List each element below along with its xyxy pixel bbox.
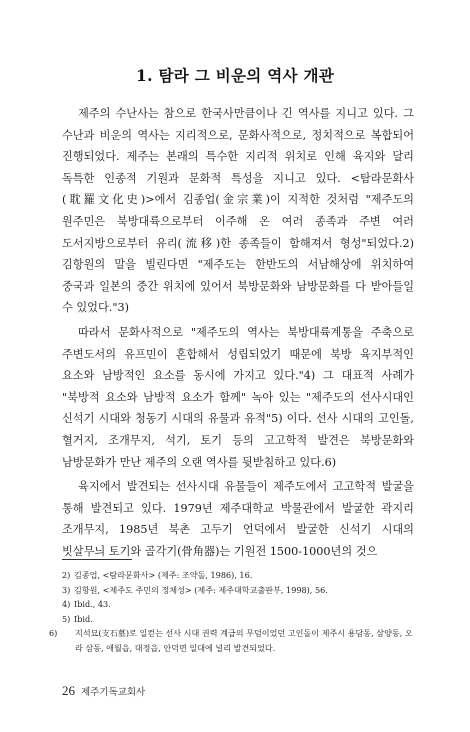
footnote [62, 612, 418, 627]
footnote [62, 583, 418, 598]
footnote-text: 김종업, <탐라문화사> (제주: 조약돌, 1986), 16. [74, 570, 253, 580]
paragraph: 따라서 문화사적으로 "제주도의 역사는 북방대륙계통을 주축으로 주변도서의 유프민이 혼합해서 성립되었기 때문에 북방 육지부적인 요소와 남방적인 요소를 동시에 가지고 있다."4) 그 대표적 사례가 "북방적 요소와 남방적 요소가 함께" 녹아 있는 "제주도의 선사시대인 신석기 시대와 청동기 시대의 유물과 유적"5) 이다. 선사 시대의 고인돌, 혈거지, 조개무지, 석기, 토기 등의 고고학적 발견은 북방문화와 남방문화가 만난 제주의 오랜 역사를 뒷받침하고 있다.6) [62, 325, 414, 469]
page-title: 1. 탐라 그 비운의 역사 개관 [136, 66, 334, 85]
footnote-text: Ibid., 43. [74, 599, 111, 610]
footnote-number: 5) [62, 613, 71, 624]
page-number: 26 [62, 683, 75, 698]
page-footer [62, 683, 145, 699]
footnote [49, 626, 418, 655]
footnote-text: 지석묘(支石墓)로 일컫는 선사 시대 권력 계급의 무덤이었던 고인돌이 제주시 용담동, 삼양동, 오라 삼동, 애월읍, 대정읍, 안덕면 일대에 널리 발견되었다. [75, 628, 413, 653]
footnote-divider [62, 559, 132, 560]
footnote-number: 6) [49, 628, 58, 639]
running-footer-title: 제주기독교회사 [81, 687, 146, 698]
footnote-text: 김항원, <제주도 주민의 정체성> (제주: 제주대학교출판부, 1998), 56. [74, 584, 328, 595]
footnotes [49, 568, 418, 656]
body-text [62, 103, 414, 565]
paragraph: 제주의 수난사는 참으로 한국사만큼이나 긴 역사를 지니고 있다. 그 수난과 비운의 역사는 지리적으로, 문화사적으로, 정치적으로 복합되어 진행되었다. 제주는 본래의 특수한 지리적 위치로 인해 육지와 달리 독특한 인종적 기원과 문화적 특성을 지니고 있다. <탐라문화사(耽羅文化史)>에서 김종업(金宗業)이 지적한 것처럼 "제주도의 원주민은 북방대륙으로부터 이주해 온 여러 종족과 주변 여러 도서지방으로부터 유리(流移)한 종족들이 함해져서 형성"되었다.2) 김항원의 말을 빌린다면 "제주도는 한반도의 서남해상에 위치하여 중국과 일본의 중간 위치에 있어서 북방문화와 남방문화를 다 받아들일 수 있었다."3) [62, 107, 414, 315]
footnote [62, 568, 418, 583]
footnote [62, 597, 418, 612]
footnote-number: 2) [62, 570, 71, 580]
footnote-number: 3) [62, 584, 71, 595]
paragraph: 육지에서 발견되는 선사시대 유물들이 제주도에서 고고학적 발굴을 통해 발견되고 있다. 1979년 제주대학교 박물관에서 발굴한 곽지리 조개무지, 1985년 북촌 고두기 언덕에서 발굴한 신석기 시대의 빗살무늬 토기와 골각기(骨角器)는 기원전 1500-1000년의 것으 [62, 480, 414, 558]
footnote-text: Ibid. [74, 613, 93, 624]
footnote-number: 4) [62, 599, 71, 610]
